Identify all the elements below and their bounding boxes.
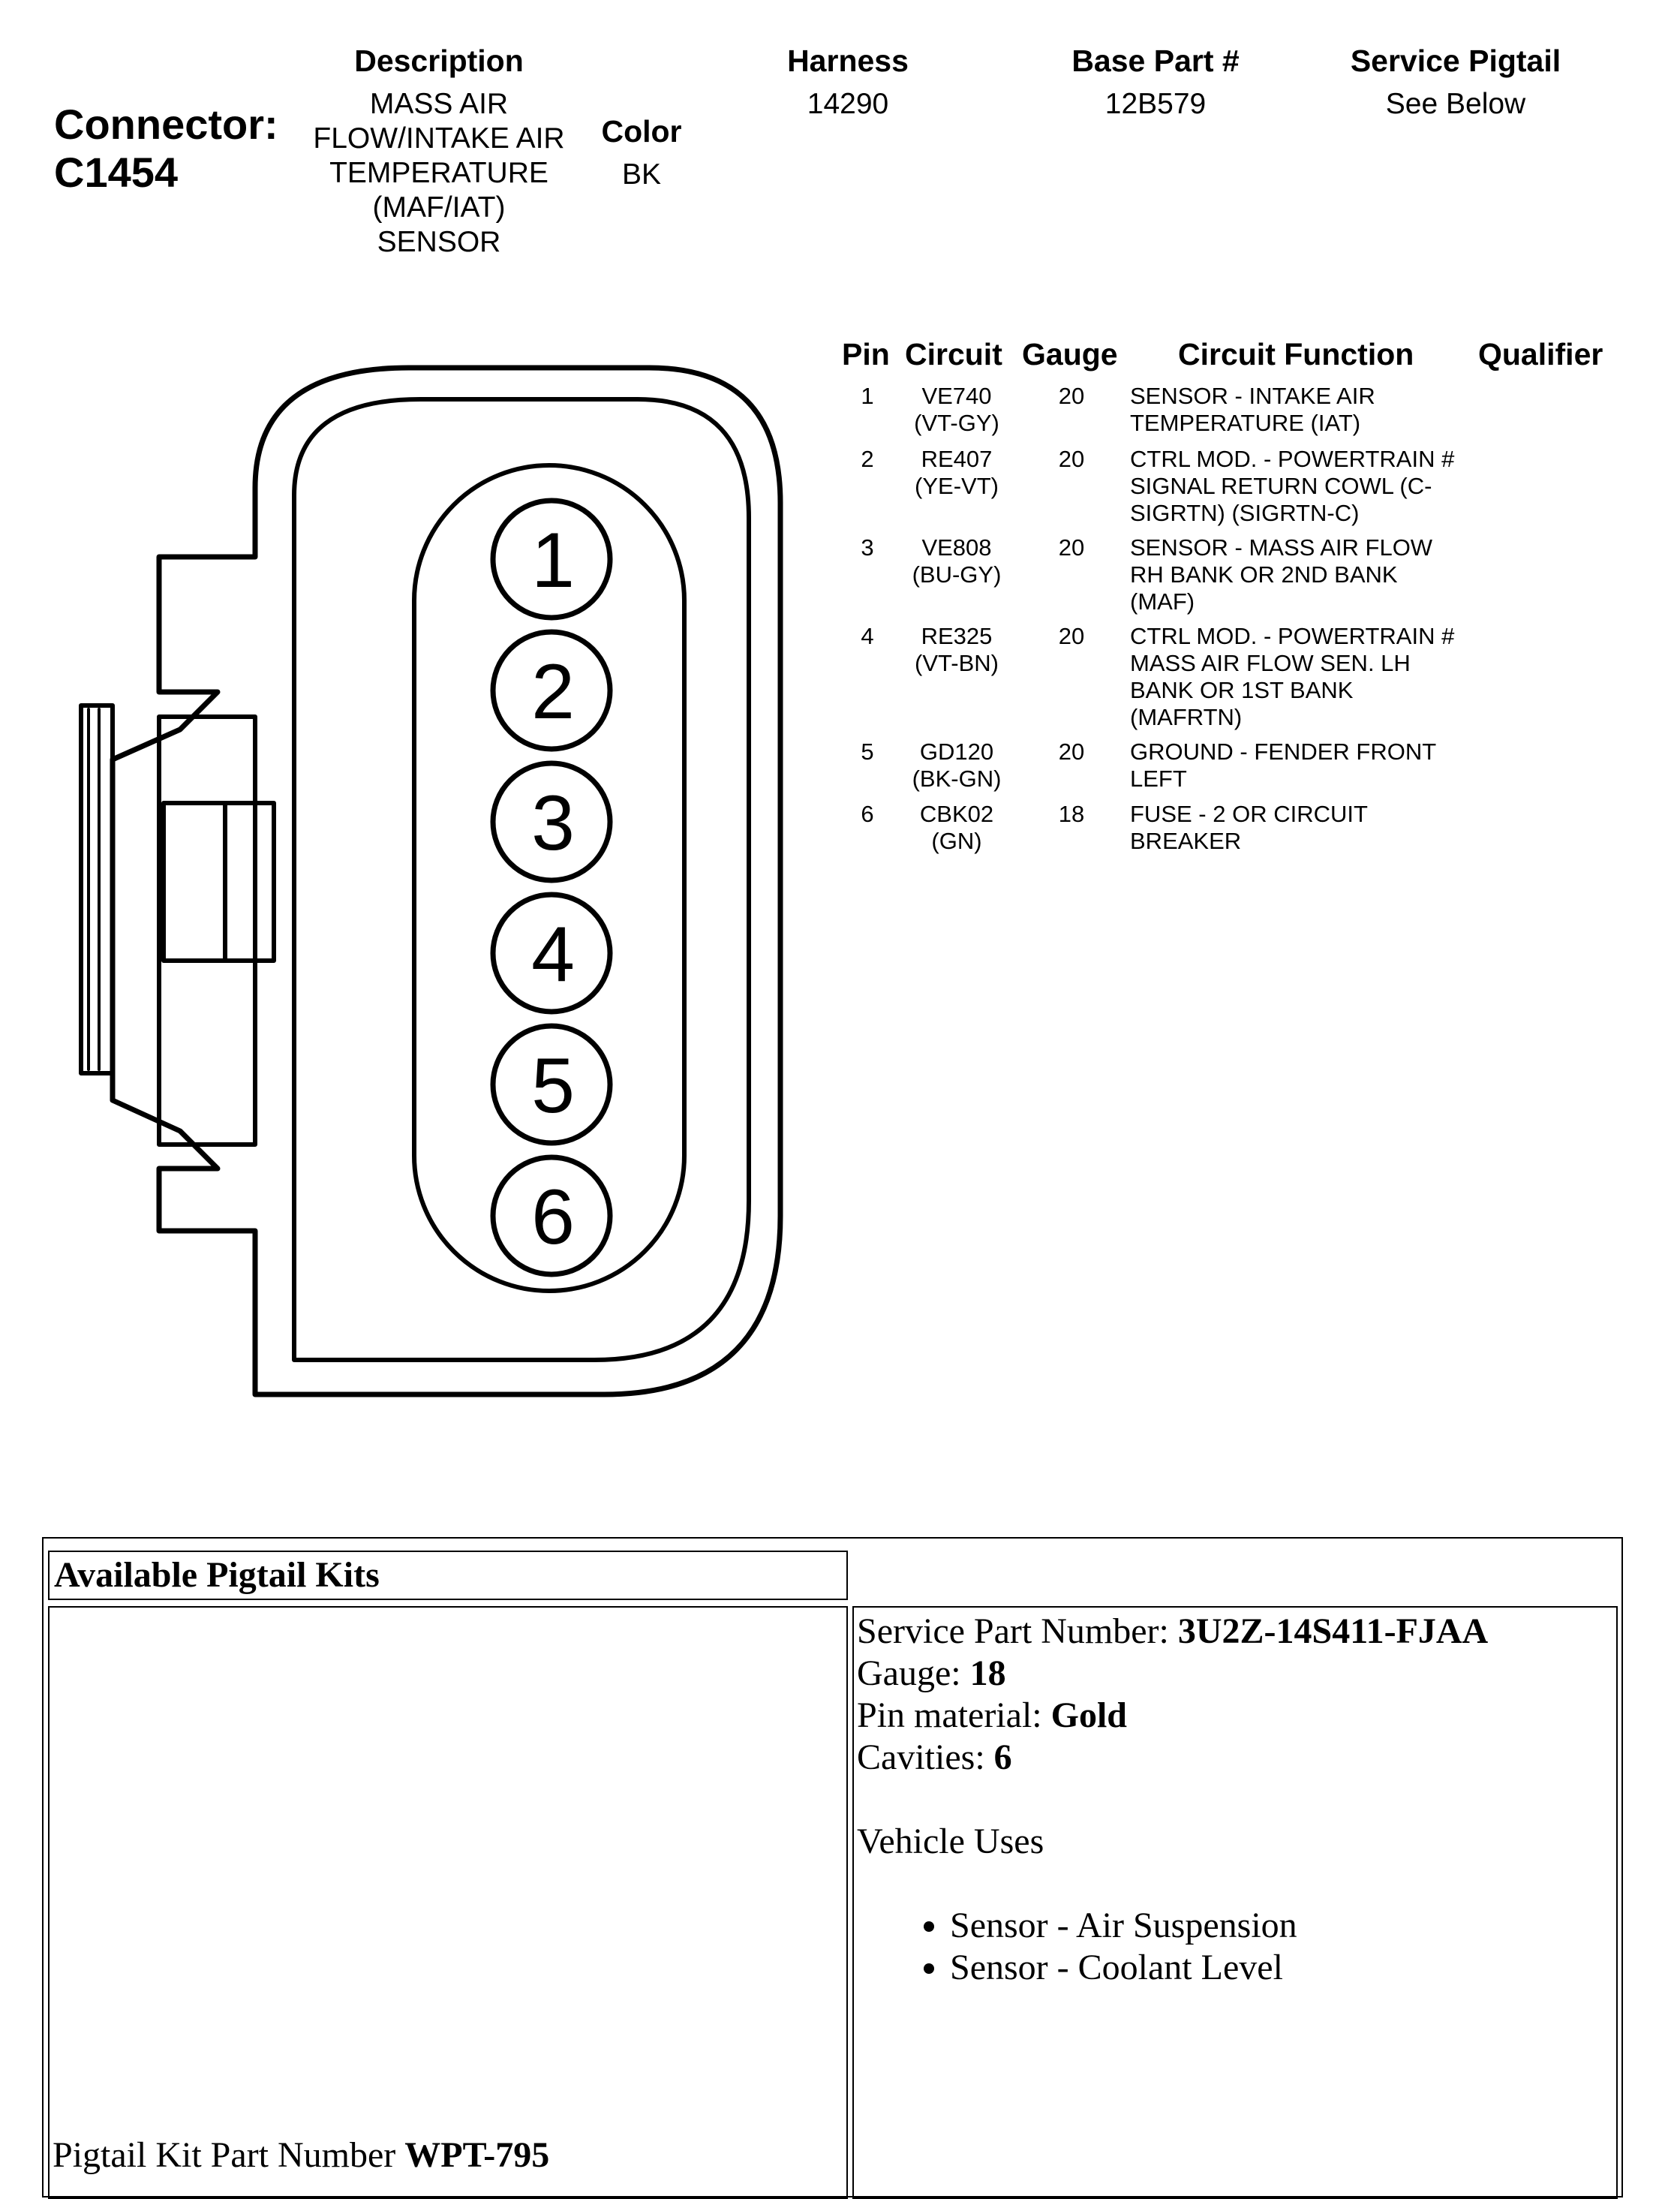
table-row-pin: 5 <box>861 739 874 765</box>
pin-table-header-pin: Pin <box>842 337 890 372</box>
function-line: FUSE - 2 OR CIRCUIT <box>1130 801 1368 827</box>
pigtail-details <box>857 1611 1488 1989</box>
circuit-color: (VT-GY) <box>914 410 999 436</box>
function-line: RH BANK OR 2ND BANK <box>1130 561 1398 588</box>
pin-number-3: 3 <box>531 780 575 867</box>
circuit-color: (YE-VT) <box>915 473 999 499</box>
circuit-code: RE407 <box>921 446 993 472</box>
vehicle-uses-label: Vehicle Uses <box>857 1821 1044 1861</box>
function-line: SIGNAL RETURN COWL (C- <box>1130 473 1432 499</box>
function-line: SIGRTN) (SIGRTN-C) <box>1130 500 1360 526</box>
harness-header: Harness <box>787 44 909 78</box>
description-value <box>289 87 589 260</box>
gauge-value: 18 <box>969 1653 1006 1693</box>
function-line: CTRL MOD. - POWERTRAIN # <box>1130 446 1455 472</box>
service-part-label: Service Part Number: <box>857 1611 1178 1651</box>
pin-material-value: Gold <box>1050 1695 1127 1735</box>
list-item: • Sensor - Coolant Level <box>950 1947 1488 1989</box>
pin-number-6: 6 <box>531 1174 575 1261</box>
table-row-circuit <box>893 383 1020 437</box>
harness-value: 14290 <box>807 88 889 120</box>
service-part-number <box>857 1611 1488 1653</box>
table-row-circuit <box>893 534 1020 588</box>
gauge-label: Gauge: <box>857 1653 970 1693</box>
table-row-pin: 1 <box>861 383 874 409</box>
list-item: • Sensor - Air Suspension <box>950 1905 1488 1947</box>
function-line: BANK OR 1ST BANK <box>1130 677 1354 703</box>
color-header: Color <box>601 114 682 149</box>
table-row-gauge: 20 <box>1058 534 1085 561</box>
service-pigtail-value: See Below <box>1385 88 1526 120</box>
connector-id: C1454 <box>54 149 179 196</box>
description-line: MASS AIR <box>369 88 509 120</box>
circuit-code: GD120 <box>919 739 994 765</box>
function-line: BREAKER <box>1130 828 1242 854</box>
table-row-gauge: 20 <box>1058 623 1085 649</box>
table-row-gauge: 20 <box>1058 446 1085 472</box>
table-row-gauge: 20 <box>1058 383 1085 409</box>
function-line: CTRL MOD. - POWERTRAIN # <box>1130 623 1455 649</box>
table-row-circuit <box>893 739 1020 793</box>
pin-table-header-circuit: Circuit <box>905 337 1002 372</box>
table-row-circuit <box>893 801 1020 855</box>
connector-face-diagram <box>0 330 825 1426</box>
pin-number-4: 4 <box>531 911 575 998</box>
cavities-label: Cavities: <box>857 1737 994 1777</box>
table-row-pin: 6 <box>861 801 874 827</box>
table-row-function <box>1130 534 1432 615</box>
circuit-color: (VT-BN) <box>915 650 999 676</box>
pigtail-kits-title <box>48 1551 848 1600</box>
circuit-color: (BK-GN) <box>912 766 1002 792</box>
table-row-pin: 4 <box>861 623 874 649</box>
table-row-gauge: 18 <box>1058 801 1085 827</box>
function-line: (MAFRTN) <box>1130 704 1243 730</box>
circuit-color: (GN) <box>931 828 982 854</box>
table-row-function <box>1130 383 1375 437</box>
circuit-code: VE740 <box>921 383 992 409</box>
circuit-code: RE325 <box>921 623 993 649</box>
latch-slot <box>159 717 255 1145</box>
kit-part-label: Pigtail Kit Part Number <box>53 2135 405 2175</box>
description-line: SENSOR <box>377 226 501 258</box>
pin-number-5: 5 <box>531 1042 575 1130</box>
table-row-circuit <box>893 446 1020 500</box>
table-row-gauge: 20 <box>1058 739 1085 765</box>
pigtail-kit-part-number <box>53 2134 549 2176</box>
table-row-function <box>1130 801 1368 855</box>
table-row-pin: 2 <box>861 446 874 472</box>
vehicle-uses-list <box>852 1905 1488 1989</box>
circuit-color: (BU-GY) <box>912 561 1002 588</box>
connector-title <box>54 101 278 197</box>
description-header: Description <box>354 44 524 78</box>
service-pigtail-header: Service Pigtail <box>1350 44 1561 78</box>
table-row-circuit <box>893 623 1020 677</box>
circuit-code: VE808 <box>921 534 992 561</box>
pigtail-kits-title-text: Available Pigtail Kits <box>54 1555 380 1595</box>
function-line: (MAF) <box>1130 588 1195 615</box>
pigtail-cavities <box>857 1737 1488 1779</box>
pin-number-2: 2 <box>531 648 575 736</box>
pigtail-image-cell <box>48 1606 848 2199</box>
function-line: TEMPERATURE (IAT) <box>1130 410 1361 436</box>
connector-label: Connector: <box>54 101 278 148</box>
table-row-pin: 3 <box>861 534 874 561</box>
function-line: GROUND - FENDER FRONT <box>1130 739 1437 765</box>
table-row-function <box>1130 623 1454 731</box>
pin-table-header-qualifier: Qualifier <box>1478 337 1603 372</box>
description-line: TEMPERATURE <box>329 157 548 189</box>
description-line: (MAF/IAT) <box>372 191 506 224</box>
table-row-function <box>1130 739 1436 793</box>
circuit-code: CBK02 <box>919 801 994 827</box>
color-value: BK <box>621 158 662 191</box>
pin-number-1: 1 <box>531 517 575 604</box>
latch-bar <box>81 705 113 1073</box>
pigtail-pin-material <box>857 1695 1488 1737</box>
pigtail-gauge <box>857 1653 1488 1695</box>
function-line: MASS AIR FLOW SEN. LH <box>1130 650 1411 676</box>
description-line: FLOW/INTAKE AIR <box>313 122 565 155</box>
base-part-header: Base Part # <box>1071 44 1240 78</box>
pin-table-header-function: Circuit Function <box>1178 337 1414 372</box>
pin-material-label: Pin material: <box>857 1695 1051 1735</box>
kit-part-value: WPT-795 <box>404 2135 550 2175</box>
cavities-value: 6 <box>993 1737 1012 1777</box>
service-part-value: 3U2Z-14S411-FJAA <box>1177 1611 1489 1651</box>
pin-table-header-gauge: Gauge <box>1022 337 1118 372</box>
table-row-function <box>1130 446 1454 527</box>
function-line: LEFT <box>1130 766 1187 792</box>
function-line: SENSOR - INTAKE AIR <box>1130 383 1375 409</box>
base-part-value: 12B579 <box>1104 88 1207 120</box>
function-line: SENSOR - MASS AIR FLOW <box>1130 534 1433 561</box>
